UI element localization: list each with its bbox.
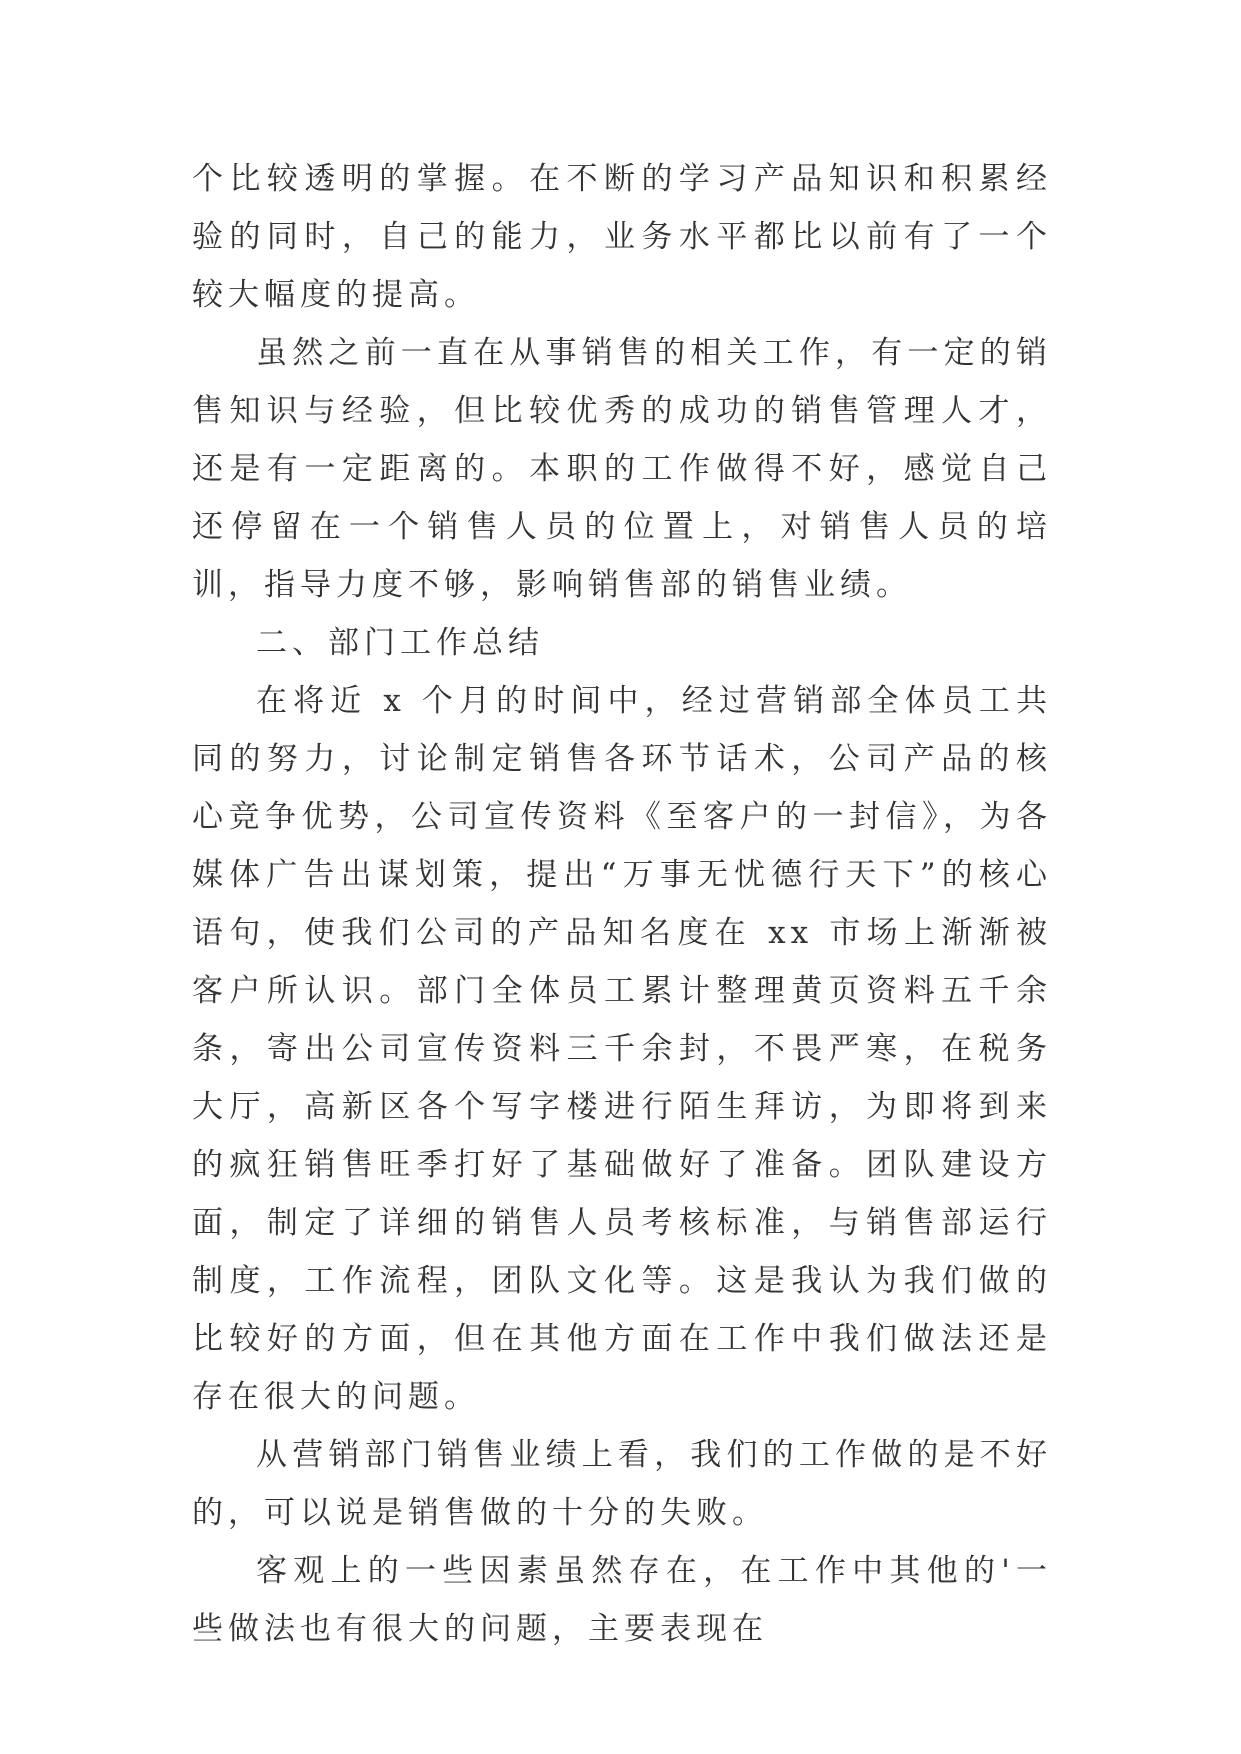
paragraph-3: 在将近 x 个月的时间中，经过营销部全体员工共同的努力，讨论制定销售各环节话术，公司产品的核心竞争优势，公司宣传资料《至客户的一封信》，为各媒体广告出谋划策，提出“万事无忧德行天下”的核心语句，使我们公司的产品知名度在 xx 市场上渐渐被客户所认识。部门全体员工累计整理黄页资料五千余条，寄出公司宣传资料三千余封，不畏严寒，在税务大厅，高新区各个写字楼进行陌生拜访，为即将到来的疯狂销售旺季打好了基础做好了准备。团队建设方面，制定了详细的销售人员考核标准，与销售部运行制度，工作流程，团队文化等。这是我认为我们做的比较好的方面，但在其他方面在工作中我们做法还是存在很大的问题。 (192, 683, 1052, 1415)
document-body (192, 150, 1052, 1658)
paragraph-4: 从营销部门销售业绩上看，我们的工作做的是不好的，可以说是销售做的十分的失败。 (192, 1437, 1052, 1531)
paragraph-1: 个比较透明的掌握。在不断的学习产品知识和积累经验的同时，自己的能力，业务水平都比以前有了一个较大幅度的提高。 (192, 161, 1052, 313)
section-heading: 二、部门工作总结 (256, 625, 544, 661)
paragraph-5: 客观上的一些因素虽然存在，在工作中其他的'一些做法也有很大的问题，主要表现在 (192, 1553, 1052, 1647)
paragraph-2: 虽然之前一直在从事销售的相关工作，有一定的销售知识与经验，但比较优秀的成功的销售管理人才，还是有一定距离的。本职的工作做得不好，感觉自己还停留在一个销售人员的位置上，对销售人员的培训，指导力度不够，影响销售部的销售业绩。 (192, 335, 1052, 603)
